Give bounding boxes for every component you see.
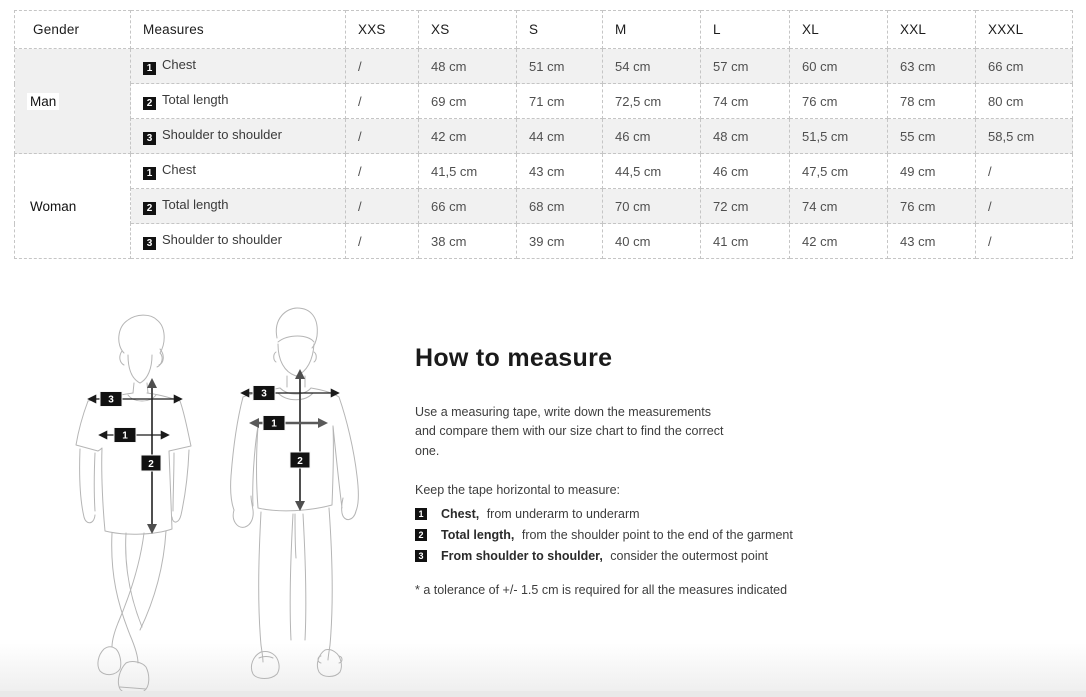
value-cell: 42 cm: [790, 224, 888, 259]
measure-cell: [131, 84, 346, 119]
gender-label: Man: [27, 93, 59, 110]
measure-steps: [415, 507, 905, 563]
chest-badge: 1: [271, 418, 277, 430]
step-text: from the shoulder point to the end of the garment: [521, 528, 793, 543]
measure-label: Total length: [162, 92, 229, 107]
step-badge: 2: [415, 529, 427, 541]
table-row: [15, 84, 1073, 119]
value-cell: 70 cm: [603, 189, 701, 224]
shoulder-badge: 3: [108, 394, 114, 406]
value-cell: 74 cm: [790, 189, 888, 224]
table-row: [15, 224, 1073, 259]
measure-badge: 3: [143, 132, 156, 145]
value-cell: 46 cm: [603, 119, 701, 154]
step-chest: [415, 507, 905, 521]
total-length-badge: 2: [148, 459, 154, 470]
measure-cell: [131, 224, 346, 259]
value-cell: 71 cm: [517, 84, 603, 119]
measure-cell: [131, 189, 346, 224]
value-cell: 47,5 cm: [790, 154, 888, 189]
chest-arrow: [100, 428, 168, 443]
total-length-badge-group: [290, 452, 310, 468]
col-header-xxxl: XXXL: [976, 11, 1073, 49]
value-cell: /: [346, 154, 419, 189]
measure-badge: 2: [143, 202, 156, 215]
step-badge: 3: [415, 550, 427, 562]
intro-text: Use a measuring tape, write down the measurements and compare them with our size chart to find the correct one.: [415, 405, 724, 458]
size-chart-table: [14, 10, 1073, 259]
value-cell: 41 cm: [701, 224, 790, 259]
tolerance-note: * a tolerance of +/- 1.5 cm is required for all the measures indicated: [415, 583, 788, 598]
value-cell: 43 cm: [888, 224, 976, 259]
value-cell: 74 cm: [701, 84, 790, 119]
value-cell: /: [346, 224, 419, 259]
table-row: [15, 189, 1073, 224]
woman-figure-illustration: [70, 305, 220, 697]
value-cell: 63 cm: [888, 49, 976, 84]
woman-outline: [76, 315, 191, 694]
value-cell: 72,5 cm: [603, 84, 701, 119]
value-cell: 48 cm: [419, 49, 517, 84]
value-cell: 44 cm: [517, 119, 603, 154]
step-bold: Total length,: [441, 528, 518, 543]
measure-cell: [131, 154, 346, 189]
col-header-xxl: XXL: [888, 11, 976, 49]
measure-label: Total length: [162, 197, 229, 212]
table-row: [15, 119, 1073, 154]
col-header-xxs: XXS: [346, 11, 419, 49]
value-cell: 40 cm: [603, 224, 701, 259]
value-cell: /: [976, 154, 1073, 189]
col-header-xl: XL: [790, 11, 888, 49]
keep-horizontal-text: Keep the tape horizontal to measure:: [415, 483, 620, 498]
value-cell: 49 cm: [888, 154, 976, 189]
man-figure-illustration: [225, 300, 375, 697]
shoulder-badge: 3: [261, 388, 267, 400]
step-shoulder: [415, 549, 905, 563]
shoulder-arrow: [89, 392, 181, 407]
measure-badge: 2: [143, 97, 156, 110]
value-cell: 55 cm: [888, 119, 976, 154]
size-chart: [14, 10, 1072, 259]
value-cell: /: [346, 49, 419, 84]
measure-label: Chest: [162, 162, 196, 177]
value-cell: /: [976, 224, 1073, 259]
measure-cell: [131, 49, 346, 84]
col-header-measures: Measures: [131, 11, 346, 49]
value-cell: 46 cm: [701, 154, 790, 189]
measure-label: Chest: [162, 57, 196, 72]
value-cell: /: [346, 189, 419, 224]
value-cell: 57 cm: [701, 49, 790, 84]
value-cell: 66 cm: [419, 189, 517, 224]
col-header-s: S: [517, 11, 603, 49]
value-cell: 48 cm: [701, 119, 790, 154]
chest-badge: 1: [122, 430, 128, 442]
measure-cell: [131, 119, 346, 154]
value-cell: 68 cm: [517, 189, 603, 224]
value-cell: 42 cm: [419, 119, 517, 154]
value-cell: 78 cm: [888, 84, 976, 119]
total-length-badge-group: [141, 455, 161, 471]
col-header-xs: XS: [419, 11, 517, 49]
value-cell: 43 cm: [517, 154, 603, 189]
measure-badge: 3: [143, 237, 156, 250]
step-bold: Chest,: [441, 507, 483, 522]
section-title: How to measure: [415, 344, 613, 372]
step-text: from underarm to underarm: [486, 507, 640, 522]
measure-badge: 1: [143, 167, 156, 180]
value-cell: 51,5 cm: [790, 119, 888, 154]
col-header-gender: Gender: [15, 11, 131, 49]
value-cell: 80 cm: [976, 84, 1073, 119]
value-cell: /: [346, 84, 419, 119]
value-cell: 76 cm: [888, 189, 976, 224]
measure-label: Shoulder to shoulder: [162, 127, 282, 142]
gender-label: Woman: [27, 198, 79, 215]
value-cell: 69 cm: [419, 84, 517, 119]
value-cell: 39 cm: [517, 224, 603, 259]
value-cell: 38 cm: [419, 224, 517, 259]
step-badge: 1: [415, 508, 427, 520]
measure-badge: 1: [143, 62, 156, 75]
value-cell: 41,5 cm: [419, 154, 517, 189]
value-cell: 76 cm: [790, 84, 888, 119]
col-header-l: L: [701, 11, 790, 49]
table-row: [15, 154, 1073, 189]
value-cell: 66 cm: [976, 49, 1073, 84]
measure-label: Shoulder to shoulder: [162, 232, 282, 247]
step-text: consider the outermost point: [610, 549, 769, 564]
value-cell: 60 cm: [790, 49, 888, 84]
value-cell: 72 cm: [701, 189, 790, 224]
value-cell: 44,5 cm: [603, 154, 701, 189]
header-row: [15, 11, 1073, 49]
value-cell: /: [346, 119, 419, 154]
gender-cell-woman: [15, 154, 131, 259]
step-total-length: [415, 528, 905, 542]
total-length-badge: 2: [297, 456, 303, 467]
col-header-m: M: [603, 11, 701, 49]
table-row: [15, 49, 1073, 84]
bottom-band: [0, 691, 1086, 697]
gender-cell-man: [15, 49, 131, 154]
value-cell: 54 cm: [603, 49, 701, 84]
value-cell: 58,5 cm: [976, 119, 1073, 154]
value-cell: /: [976, 189, 1073, 224]
value-cell: 51 cm: [517, 49, 603, 84]
chest-arrow: [252, 416, 325, 431]
how-to-measure-section: [415, 344, 905, 597]
shoulder-arrow: [242, 386, 338, 401]
step-bold: From shoulder to shoulder,: [441, 549, 607, 564]
man-outline: [231, 308, 359, 679]
